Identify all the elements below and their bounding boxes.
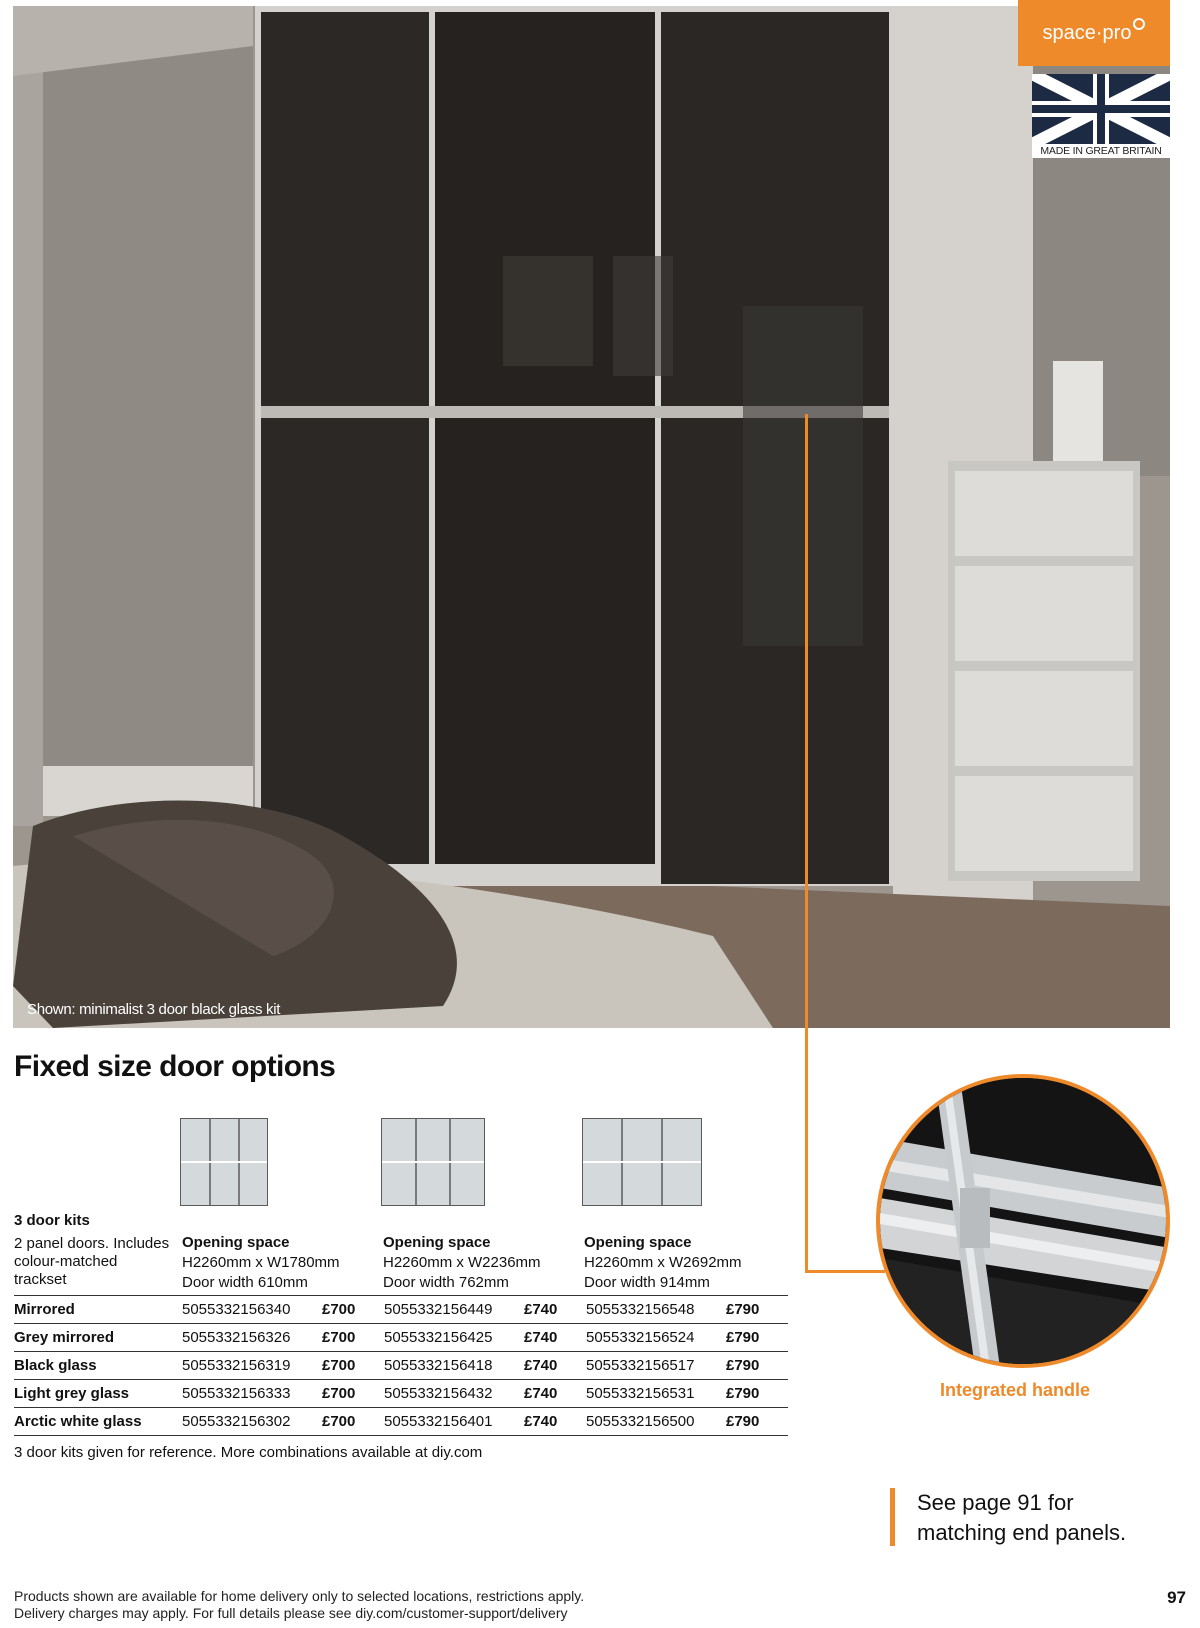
see-page-note: [890, 1488, 1126, 1546]
table-row: [14, 1352, 788, 1380]
product-code: 5055332156401: [384, 1408, 524, 1436]
product-code: 5055332156548: [586, 1296, 726, 1324]
page-number: 97: [1167, 1588, 1186, 1607]
column-label: Opening space: [383, 1234, 491, 1251]
product-code: 5055332156449: [384, 1296, 524, 1324]
flag-label: MADE IN GREAT BRITAIN: [1040, 145, 1162, 157]
price: £790: [726, 1296, 788, 1324]
logo-text: space·pro: [1042, 21, 1132, 44]
space-pro-logo: [1018, 0, 1170, 66]
price: £740: [524, 1408, 586, 1436]
product-code: 5055332156319: [182, 1352, 322, 1380]
handle-photo: [880, 1078, 1170, 1368]
door-options-table: [14, 1295, 788, 1436]
column-header-1: [182, 1233, 340, 1293]
table-row: [14, 1296, 788, 1324]
callout-label: Integrated handle: [940, 1380, 1091, 1400]
price: £740: [524, 1296, 586, 1324]
price: £740: [524, 1352, 586, 1380]
finish-name: Light grey glass: [14, 1380, 182, 1408]
disclaimer-line-1: Products shown are available for home delivery only to selected locations, restrictions apply.: [14, 1588, 585, 1604]
product-code: 5055332156425: [384, 1324, 524, 1352]
made-in-great-britain-badge: [1032, 74, 1170, 158]
product-code: 5055332156302: [182, 1408, 322, 1436]
column-door-width: Door width 610mm: [182, 1274, 308, 1291]
finish-name: Arctic white glass: [14, 1408, 182, 1436]
price: £740: [524, 1324, 586, 1352]
handle-closeup-image: [876, 1074, 1170, 1368]
product-code: 5055332156333: [182, 1380, 322, 1408]
price: £700: [322, 1352, 384, 1380]
price: £790: [726, 1352, 788, 1380]
column-size: H2260mm x W2236mm: [383, 1254, 541, 1271]
price: £790: [726, 1380, 788, 1408]
door-diagram-2692: [582, 1118, 702, 1206]
price: £790: [726, 1408, 788, 1436]
delivery-disclaimer: [14, 1588, 584, 1622]
column-header-3: [584, 1233, 742, 1293]
price: £740: [524, 1380, 586, 1408]
price: £700: [322, 1380, 384, 1408]
column-header-2: [383, 1233, 541, 1293]
product-code: 5055332156340: [182, 1296, 322, 1324]
door-diagram-1780: [180, 1118, 268, 1206]
finish-name: Mirrored: [14, 1296, 182, 1324]
product-code: 5055332156418: [384, 1352, 524, 1380]
callout-line-horizontal: [805, 1270, 885, 1273]
finish-name: Black glass: [14, 1352, 182, 1380]
table-row: [14, 1324, 788, 1352]
column-door-width: Door width 762mm: [383, 1274, 509, 1291]
table-footnote: 3 door kits given for reference. More combinations available at diy.com: [14, 1444, 483, 1461]
product-code: 5055332156432: [384, 1380, 524, 1408]
table-row: [14, 1408, 788, 1436]
product-code: 5055332156517: [586, 1352, 726, 1380]
see-page-line-2: matching end panels.: [917, 1520, 1127, 1545]
door-diagram-2236: [381, 1118, 485, 1206]
callout-line-vertical: [805, 414, 808, 1273]
price: £700: [322, 1296, 384, 1324]
kit-description: 2 panel doors. Includes colour-matched trackset: [14, 1235, 170, 1288]
disclaimer-line-2: Delivery charges may apply. For full details please see diy.com/customer-support/delivery: [14, 1605, 568, 1621]
hero-image: [13, 6, 1170, 1028]
logo-dot-icon: [1133, 18, 1145, 30]
column-label: Opening space: [584, 1234, 692, 1251]
product-code: 5055332156326: [182, 1324, 322, 1352]
page-title: Fixed size door options: [14, 1050, 336, 1083]
see-page-line-1: See page 91 for: [917, 1490, 1074, 1515]
wardrobe-photo: [13, 6, 1170, 1028]
column-door-width: Door width 914mm: [584, 1274, 710, 1291]
column-size: H2260mm x W1780mm: [182, 1254, 340, 1271]
price: £700: [322, 1324, 384, 1352]
product-code: 5055332156524: [586, 1324, 726, 1352]
column-label: Opening space: [182, 1234, 290, 1251]
finish-name: Grey mirrored: [14, 1324, 182, 1352]
table-row: [14, 1380, 788, 1408]
column-size: H2260mm x W2692mm: [584, 1254, 742, 1271]
price: £790: [726, 1324, 788, 1352]
product-code: 5055332156531: [586, 1380, 726, 1408]
price: £700: [322, 1408, 384, 1436]
product-code: 5055332156500: [586, 1408, 726, 1436]
hero-caption: Shown: minimalist 3 door black glass kit: [27, 1001, 281, 1018]
union-flag-icon: [1032, 74, 1170, 144]
kit-title: 3 door kits: [14, 1212, 90, 1229]
